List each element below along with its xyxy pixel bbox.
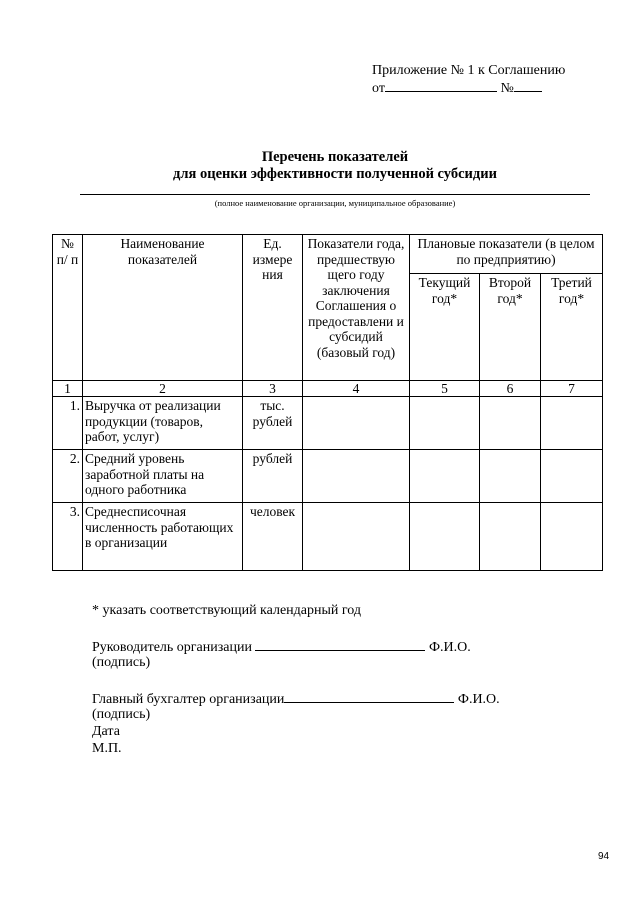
head-fio: Ф.И.О. — [428, 640, 471, 655]
row-current-value[interactable] — [410, 397, 480, 450]
row-unit: рублей — [243, 450, 303, 503]
footnote: * указать соответствующий календарный год — [92, 603, 362, 618]
accountant-signature-line — [92, 690, 500, 709]
col-number-3: 3 — [243, 381, 303, 397]
header-third-year: Третий год* — [541, 274, 603, 381]
header-unit: Ед. измере ния — [243, 235, 303, 381]
table-header-row — [53, 235, 603, 274]
table-row — [53, 450, 603, 503]
col-number-7: 7 — [541, 381, 603, 397]
accountant-sign-caption: (подпись) — [92, 707, 151, 722]
row-base-value[interactable] — [303, 450, 410, 503]
date-label: Дата — [92, 724, 120, 739]
page-title-line2: для оценки эффективности полученной субсидии — [173, 166, 497, 182]
head-signature-blank — [255, 638, 425, 651]
appendix-header — [372, 62, 565, 97]
table-row — [53, 397, 603, 450]
col-number-6: 6 — [480, 381, 541, 397]
row-name: Выручка от реализации продукции (товаров, работ, услуг) — [83, 397, 243, 450]
appendix-date-blank — [385, 79, 497, 92]
accountant-fio: Ф.И.О. — [457, 692, 500, 707]
row-num: 1. — [53, 397, 83, 450]
accountant-label: Главный бухгалтер организации — [92, 692, 285, 707]
page-number: 94 — [598, 851, 610, 862]
appendix-number-blank — [514, 79, 542, 92]
row-third-value[interactable] — [541, 397, 603, 450]
col-number-4: 4 — [303, 381, 410, 397]
table-row — [53, 503, 603, 571]
head-sign-caption: (подпись) — [92, 655, 151, 670]
header-num: № п/ п — [53, 235, 83, 381]
appendix-line1: Приложение № 1 к Соглашению — [372, 63, 566, 78]
row-third-value[interactable] — [541, 503, 603, 571]
row-second-value[interactable] — [480, 450, 541, 503]
header-current-year: Текущий год* — [410, 274, 480, 381]
indicators-table — [52, 234, 603, 571]
row-name: Средний уровень заработной платы на одного работника — [83, 450, 243, 503]
row-name: Среднесписочная численность работающих в организации — [83, 503, 243, 571]
col-number-5: 5 — [410, 381, 480, 397]
head-label: Руководитель организации — [92, 640, 252, 655]
row-second-value[interactable] — [480, 503, 541, 571]
page-title-line1: Перечень показателей — [261, 149, 409, 165]
row-third-value[interactable] — [541, 450, 603, 503]
col-number-2: 2 — [83, 381, 243, 397]
org-name-line — [80, 194, 590, 195]
header-name: Наименование показателей — [83, 235, 243, 381]
accountant-signature-blank — [284, 690, 454, 703]
row-base-value[interactable] — [303, 397, 410, 450]
row-num: 2. — [53, 450, 83, 503]
row-second-value[interactable] — [480, 397, 541, 450]
row-current-value[interactable] — [410, 503, 480, 571]
stamp-label: М.П. — [92, 741, 122, 756]
appendix-number-sign: № — [500, 81, 514, 96]
row-num: 3. — [53, 503, 83, 571]
row-unit: тыс. рублей — [243, 397, 303, 450]
head-signature-line — [92, 638, 471, 657]
column-number-row — [53, 381, 603, 397]
appendix-line2 — [372, 79, 565, 97]
row-unit: человек — [243, 503, 303, 571]
col-number-1: 1 — [53, 381, 83, 397]
org-name-caption: (полное наименование организации, муниципальное образование) — [214, 198, 456, 208]
header-base-year: Показатели года, предшествую щего году заключения Соглашения о предоставлени и субсидий (базовый год) — [303, 235, 410, 381]
row-current-value[interactable] — [410, 450, 480, 503]
header-plan: Плановые показатели (в целом по предприятию) — [410, 235, 603, 274]
row-base-value[interactable] — [303, 503, 410, 571]
header-second-year: Второй год* — [480, 274, 541, 381]
appendix-date-prefix: от — [372, 81, 385, 96]
